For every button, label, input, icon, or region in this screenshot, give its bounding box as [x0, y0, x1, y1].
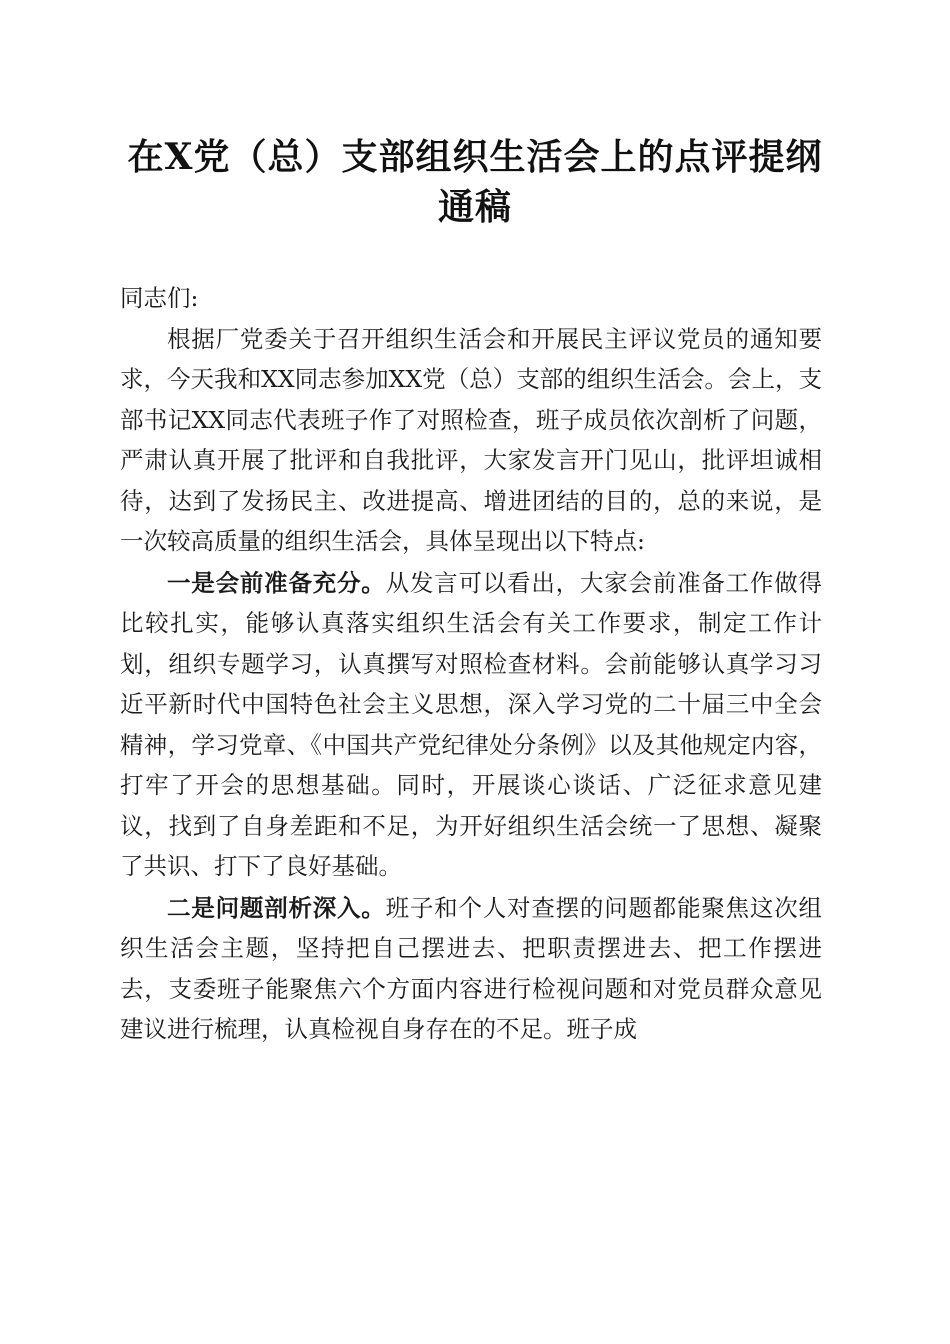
- paragraph-intro: [120, 319, 822, 562]
- paragraph-lead: 一是会前准备充分。: [167, 568, 386, 597]
- paragraph-text: 班子和个人对查摆的问题都能聚焦这次组织生活会主题，坚持把自己摆进去、把职责摆进去、把工作摆进去，支委班子能聚焦六个方面内容进行检视问题和对党员群众意见建议进行梳理，认真检视自身存在的不足。班子成: [120, 893, 823, 1043]
- paragraph-lead: 二是问题剖析深入。: [167, 893, 386, 922]
- paragraph-point-one: [120, 563, 822, 887]
- document-title: 在X党（总）支部组织生活会上的点评提纲通稿: [127, 136, 823, 228]
- document-body: [120, 278, 822, 1050]
- paragraph-point-two: [120, 888, 822, 1050]
- paragraph-text: 从发言可以看出，大家会前准备工作做得比较扎实，能够认真落实组织生活会有关工作要求，制定工作计划，组织专题学习，认真撰写对照检查材料。会前能够认真学习习近平新时代中国特色社会主义思想，深入学习党的二十届三中全会精神，学习党章、《中国共产党纪律处分条例》以及其他规定内容，打牢了开会的思想基础。同时，开展谈心谈话、广泛征求意见建议，找到了自身差距和不足，为开好组织生活会统一了思想、凝聚了共识、打下了良好基础。: [120, 568, 823, 880]
- salutation: 同志们:: [120, 284, 199, 312]
- paragraph-text: 根据厂党委关于召开组织生活会和开展民主评议党员的通知要求，今天我和XX同志参加XX党（总）支部的组织生活会。会上，支部书记XX同志代表班子作了对照检查，班子成员依次剖析了问题，严肃认真开展了批评和自我批评，大家发言开门见山，批评坦诚相待，达到了发扬民主、改进提高、增进团结的目的，总的来说，是一次较高质量的组织生活会，具体呈现出以下特点:: [120, 324, 822, 555]
